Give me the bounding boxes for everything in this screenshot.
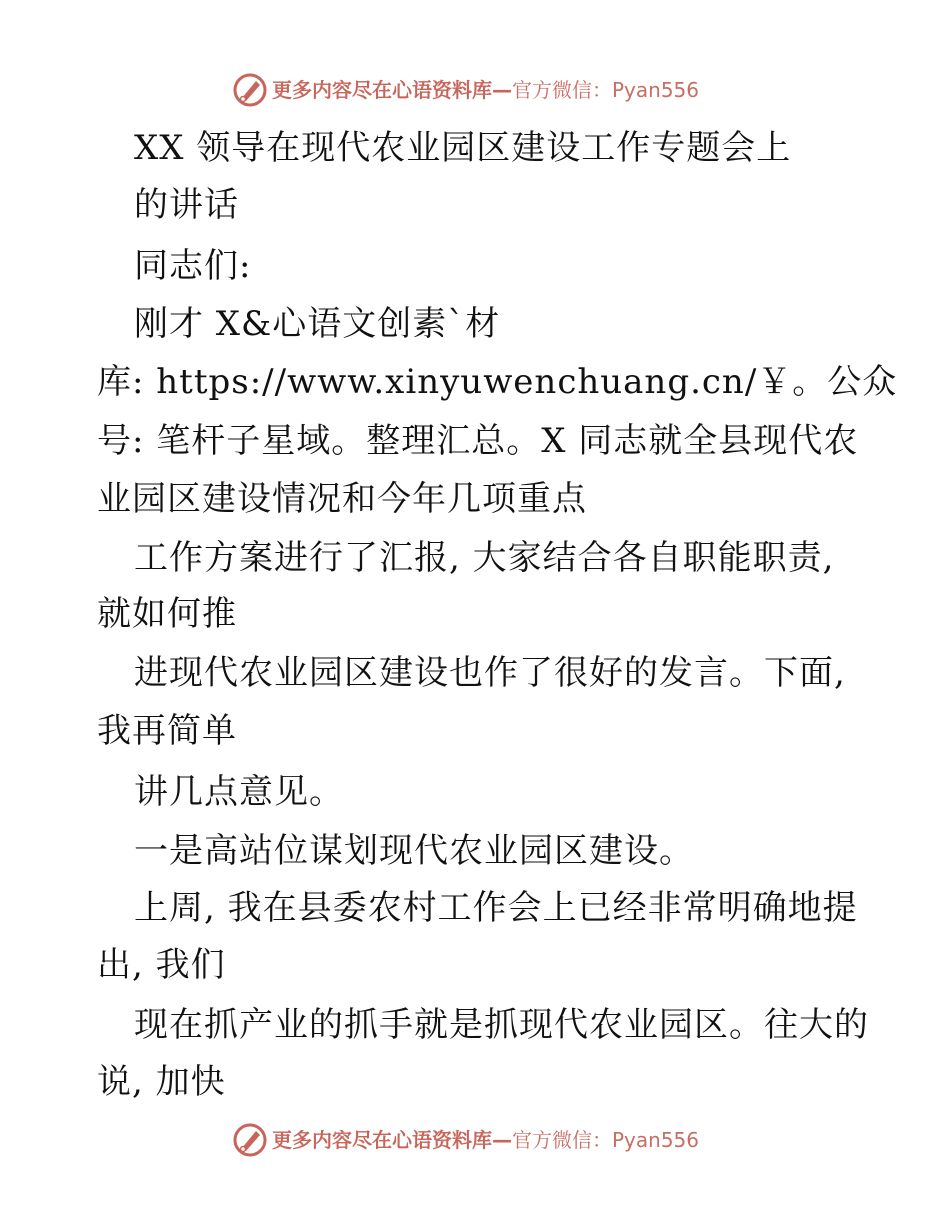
footer-watermark-banner xyxy=(0,1120,950,1160)
body-line: 进现代农业园区建设也作了很好的发言。下面, xyxy=(134,653,846,693)
body-line: 就如何推 xyxy=(97,594,237,634)
body-line: 讲几点意见。 xyxy=(134,772,344,812)
pen-logo-icon xyxy=(232,1122,268,1158)
body-line: 工作方案进行了汇报, 大家结合各自职能职责, xyxy=(134,538,835,578)
title-line-1: XX 领导在现代农业园区建设工作专题会上 xyxy=(134,128,792,168)
title-line-2: 的讲话 xyxy=(134,185,239,225)
body-line: 我再简单 xyxy=(97,711,237,751)
body-line: 上周, 我在县委农村工作会上已经非常明确地提 xyxy=(134,888,858,928)
body-line: 说, 加快 xyxy=(97,1062,226,1102)
body-line: 刚才 X&心语文创素`材 xyxy=(134,304,501,344)
body-line: 出, 我们 xyxy=(97,945,226,985)
body-line: 业园区建设情况和今年几项重点 xyxy=(97,479,587,519)
body-line: 库: https://www.xinyuwenchuang.cn/￥。公众 xyxy=(97,362,898,402)
body-line: 号: 笔杆子星域。整理汇总。X 同志就全县现代农 xyxy=(97,421,859,461)
banner-wechat-text: 官方微信：Pyan556 xyxy=(512,78,700,102)
banner-site-text: 更多内容尽在心语资料库— xyxy=(272,78,512,102)
pen-logo-icon xyxy=(232,72,268,108)
banner-text xyxy=(272,1126,699,1154)
salutation: 同志们: xyxy=(134,246,252,286)
body-line: 现在抓产业的抓手就是抓现代农业园区。往大的 xyxy=(134,1005,869,1045)
header-watermark-banner xyxy=(0,70,950,110)
section-heading: 一是高站位谋划现代农业园区建设。 xyxy=(134,831,694,871)
banner-text xyxy=(272,76,699,104)
banner-wechat-text: 官方微信：Pyan556 xyxy=(512,1128,700,1152)
banner-site-text: 更多内容尽在心语资料库— xyxy=(272,1128,512,1152)
